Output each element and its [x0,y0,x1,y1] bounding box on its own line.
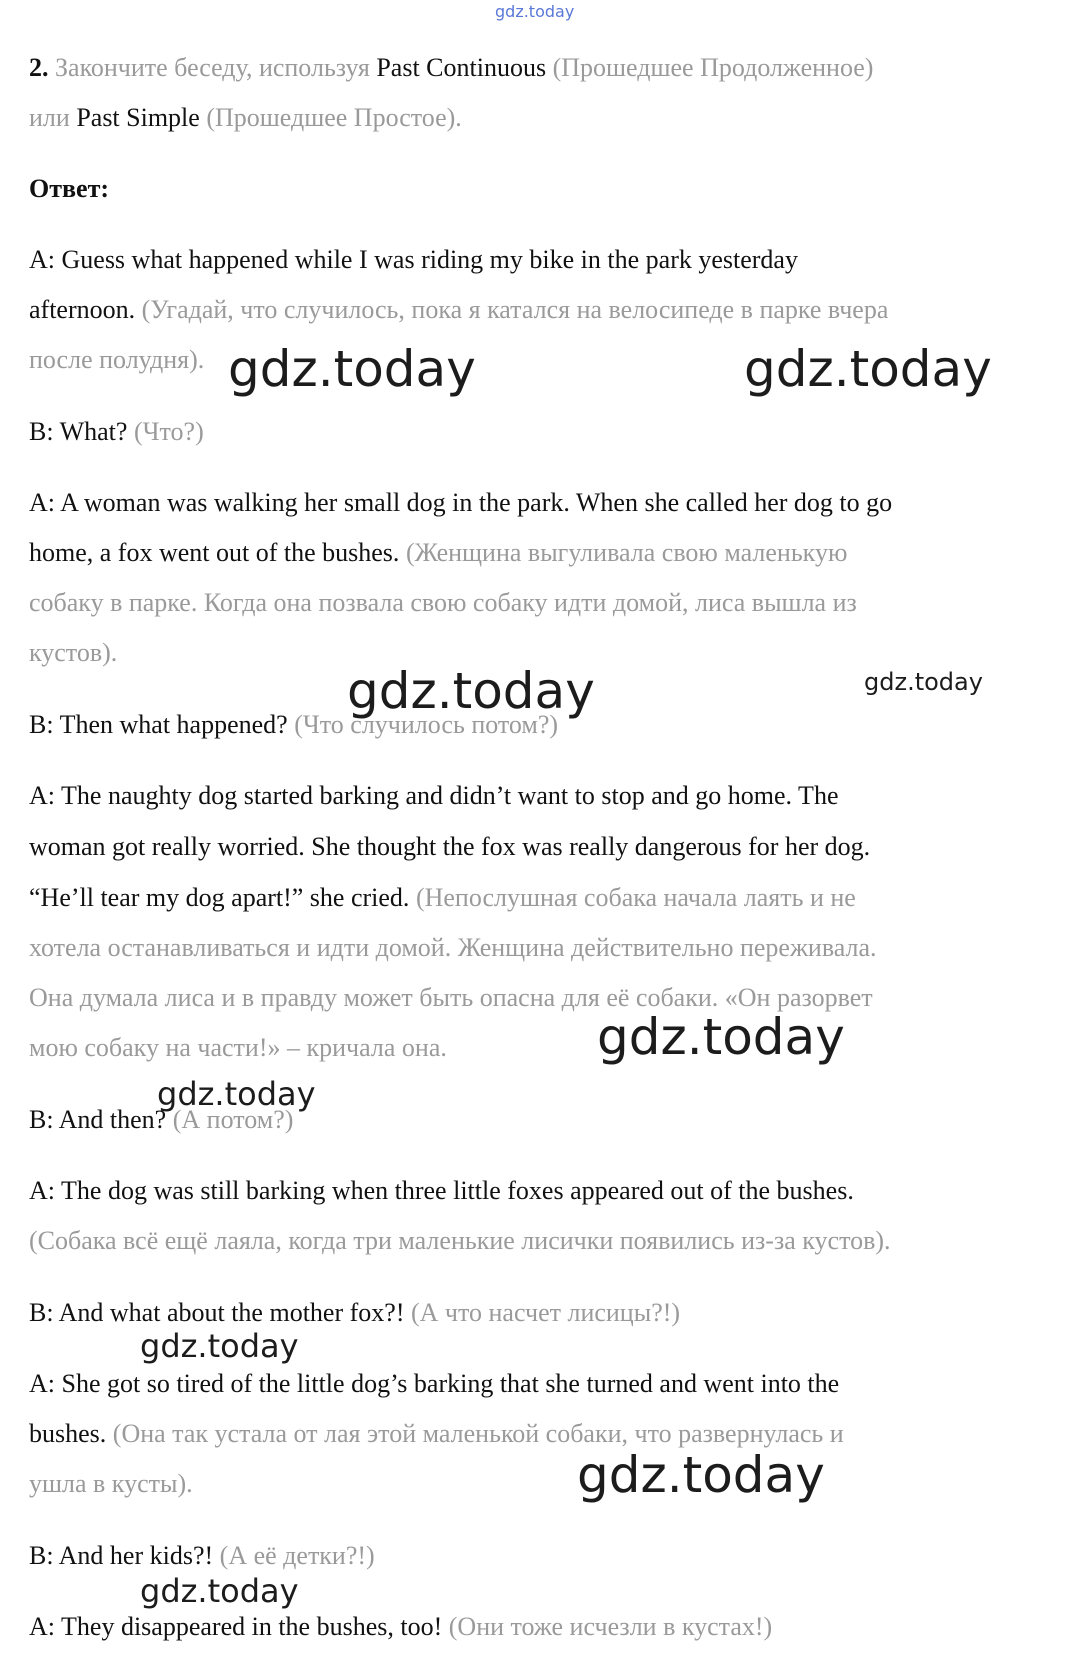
dialogue-line-22: ушла в кусты). [29,1469,193,1498]
watermark: gdz.today [228,340,476,398]
dialogue-line-7: собаку в парке. Когда она позвала свою собаку идти домой, лиса вышла из [29,588,857,617]
watermark: gdz.today [744,340,992,398]
line-ru: (Угадай, что случилось, пока я катался на велосипеде в парке вчера [135,295,889,324]
dialogue-line-20 [29,1371,839,1397]
dialogue-line-12 [29,885,856,911]
line-en: A: A woman was walking her small dog in the park. When she called her dog to go [29,488,893,517]
watermark: gdz.today [577,1446,825,1504]
dialogue-line-5 [29,490,892,516]
line-ru: (Непослушная собака начала лаять и не [409,883,856,912]
task-text-2: (Прошедшее Продолженное) [546,53,874,82]
watermark: gdz.today [864,668,983,696]
dialogue-line-17 [29,1178,854,1204]
watermark: gdz.today [157,1075,316,1113]
line-ru: (Что?) [127,417,204,446]
watermark-top: gdz.today [495,2,575,21]
answer-label: Ответ: [29,174,110,203]
line-en: home, a fox went out of the bushes. [29,538,400,567]
line-en: woman got really worried. She thought the fox was really dangerous for her dog. [29,832,871,861]
dialogue-line-11 [29,834,870,860]
line-en: B: Then what happened? [29,710,288,739]
line-en: “He’ll tear my dog apart!” she cried. [29,883,410,912]
task-line-2 [29,105,462,131]
dialogue-line-3: после полудня). [29,345,205,374]
dialogue-line-2 [29,297,888,323]
line-ru: (А что насчет лисицы?!) [404,1298,681,1327]
task-number: 2. [29,53,49,82]
dialogue-line-18: (Собака всё ещё лаяла, когда три маленькие лисички появились из-за кустов). [29,1226,891,1255]
line-en: A: She got so tired of the little dog’s barking that she turned and went into the [29,1369,840,1398]
task-line-1 [29,55,873,81]
line-en: B: And what about the mother fox?! [29,1298,405,1327]
task-term-past-simple: Past Simple [76,103,200,132]
dialogue-line-13: хотела останавливаться и идти домой. Женщина действительно переживала. [29,933,877,962]
dialogue-line-15: мою собаку на части!» – кричала она. [29,1033,447,1062]
task-text-1: Закончите беседу, используя [55,53,377,82]
line-ru: (А потом?) [166,1105,294,1134]
line-ru: (А её детки?!) [213,1541,375,1570]
line-en: bushes. [29,1419,107,1448]
task-text-3: или [29,103,77,132]
dialogue-line-8: кустов). [29,638,118,667]
dialogue-line-24 [29,1614,772,1640]
watermark: gdz.today [597,1008,845,1066]
watermark: gdz.today [140,1327,299,1365]
line-en: A: They disappeared in the bushes, too! [29,1612,443,1641]
dialogue-line-14: Она думала лиса и в правду может быть опасна для её собаки. «Он разорвет [29,983,873,1012]
watermark: gdz.today [140,1572,299,1610]
dialogue-line-6 [29,540,847,566]
line-en: A: The dog was still barking when three little foxes appeared out of the bushes. [29,1176,854,1205]
line-en: B: And then? [29,1105,167,1134]
line-en: A: The naughty dog started barking and didn’t want to stop and go home. The [29,781,839,810]
dialogue-line-21 [29,1421,844,1447]
dialogue-line-4 [29,419,204,445]
task-text-4: (Прошедшее Простое). [199,103,462,132]
line-ru: (Женщина выгуливала свою маленькую [399,538,848,567]
task-term-past-continuous: Past Continuous [376,53,547,82]
line-ru: (Что случилось потом?) [287,710,559,739]
dialogue-line-1 [29,247,798,273]
line-en: afternoon. [29,295,136,324]
line-en: B: What? [29,417,128,446]
line-ru: (Она так устала от лая этой маленькой собаки, что развернулась и [106,1419,844,1448]
dialogue-line-10 [29,783,838,809]
line-en: B: And her kids?! [29,1541,214,1570]
dialogue-line-23 [29,1543,375,1569]
line-en: A: Guess what happened while I was riding my bike in the park yesterday [29,245,798,274]
dialogue-line-19 [29,1300,680,1326]
watermark: gdz.today [347,662,595,720]
line-ru: (Они тоже исчезли в кустах!) [442,1612,773,1641]
